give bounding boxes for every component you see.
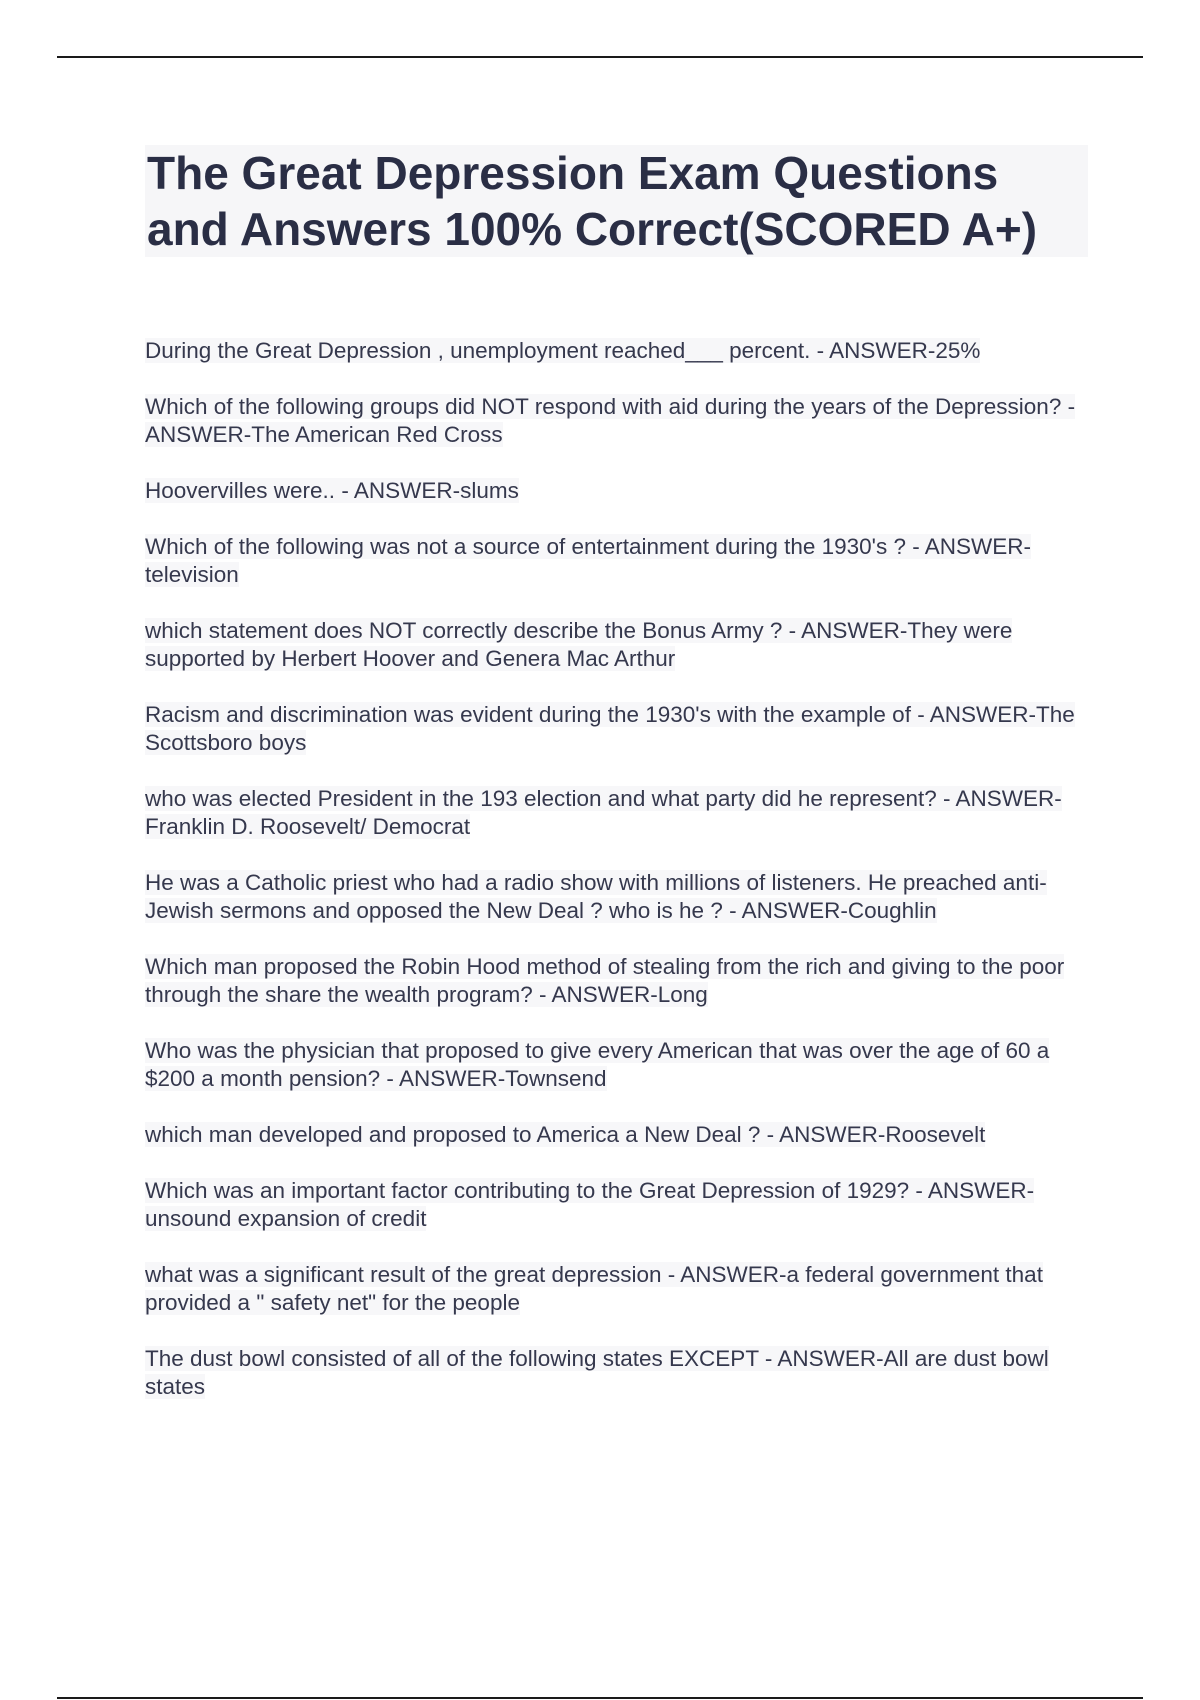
qa-item [145, 1037, 1090, 1093]
qa-text: Which man proposed the Robin Hood method of stealing from the rich and giving to the poor through the share the wealth program? - ANSWER-Long [145, 954, 1065, 1007]
qa-text: Hoovervilles were.. - ANSWER-slums [145, 478, 519, 503]
qa-item [145, 1345, 1090, 1401]
qa-item [145, 1121, 1090, 1149]
qa-text: Which of the following was not a source of entertainment during the 1930's ? - ANSWER-television [145, 534, 1031, 587]
qa-text: Who was the physician that proposed to give every American that was over the age of 60 a $200 a month pension? - ANSWER-Townsend [145, 1038, 1050, 1091]
qa-item [145, 953, 1090, 1009]
qa-text: what was a significant result of the great depression - ANSWER-a federal government that provided a " safety net" for the people [145, 1262, 1043, 1315]
qa-text: The dust bowl consisted of all of the following states EXCEPT - ANSWER-All are dust bowl states [145, 1346, 1049, 1399]
qa-item [145, 1261, 1090, 1317]
qa-text: Which was an important factor contributing to the Great Depression of 1929? - ANSWER-unsound expansion of credit [145, 1178, 1035, 1231]
qa-text: which statement does NOT correctly describe the Bonus Army ? - ANSWER-They were supported by Herbert Hoover and Genera Mac Arthur [145, 618, 1013, 671]
qa-item [145, 617, 1090, 673]
qa-item [145, 1177, 1090, 1233]
qa-item [145, 477, 1090, 505]
qa-item [145, 393, 1090, 449]
page-top-rule [57, 56, 1143, 58]
qa-item [145, 869, 1090, 925]
qa-text: which man developed and proposed to America a New Deal ? - ANSWER-Roosevelt [145, 1122, 986, 1147]
qa-text: During the Great Depression , unemployment reached___ percent. - ANSWER-25% [145, 338, 981, 363]
document-title: The Great Depression Exam Questions and Answers 100% Correct(SCORED A+) [145, 145, 1088, 257]
page-bottom-rule [57, 1697, 1143, 1699]
qa-text: Racism and discrimination was evident during the 1930's with the example of - ANSWER-The Scottsboro boys [145, 702, 1075, 755]
qa-text: who was elected President in the 193 election and what party did he represent? - ANSWER-Franklin D. Roosevelt/ Democrat [145, 786, 1062, 839]
qa-item [145, 785, 1090, 841]
qa-item [145, 337, 1090, 365]
qa-item [145, 701, 1090, 757]
qa-text: Which of the following groups did NOT respond with aid during the years of the Depression? - ANSWER-The American Red Cross [145, 394, 1076, 447]
qa-text: He was a Catholic priest who had a radio show with millions of listeners. He preached anti-Jewish sermons and opposed the New Deal ? who is he ? - ANSWER-Coughlin [145, 870, 1047, 923]
qa-item [145, 533, 1090, 589]
qa-list [145, 337, 1090, 1429]
